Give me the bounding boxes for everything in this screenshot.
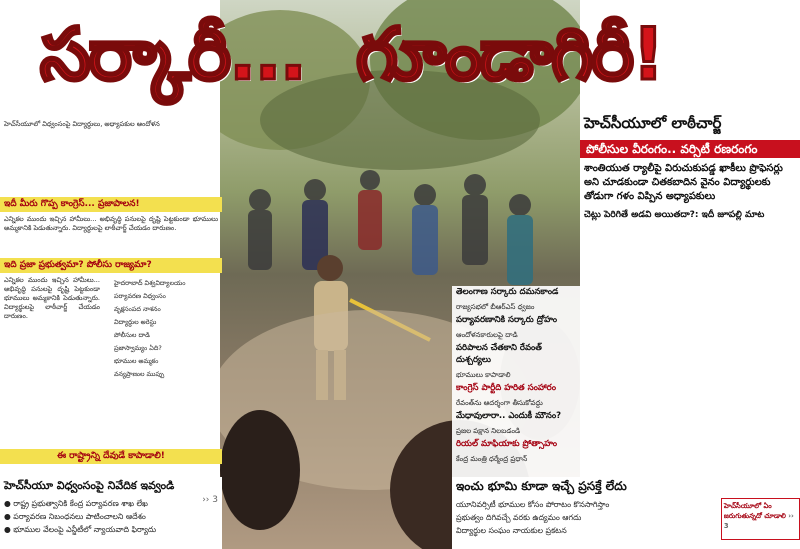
list-item: విద్యార్థుల అరెస్టు <box>114 318 157 326</box>
list-item: హైదరాబాద్ విశ్వవిద్యాలయం <box>114 279 186 287</box>
list-item: ప్రజాస్వామ్యం ఏది? <box>114 344 162 352</box>
headline-banner <box>0 0 800 112</box>
mid-text: ప్రజల పక్షాన నిలబడండి <box>456 427 521 435</box>
mid-title: మేధావులారా.. ఎందుకీ మౌనం? <box>456 411 562 421</box>
intro-text: హెచ్‌సీయూలో విధ్వంసంపై విద్యార్థులు, అధ్యాపకుల ఆందోళన <box>4 120 160 128</box>
bullet-item: విద్యార్థుల సంఘం నాయకుల ప్రకటన <box>456 526 567 535</box>
mid-text: రాజ్యసభలో బీఆర్‌ఎస్ ధ్వజం <box>456 303 535 311</box>
bullet-item: ● పర్యావరణ నిబంధనలు పాటించాలని ఆదేశం <box>4 512 146 521</box>
mid-title: కాంగ్రెస్ పార్టీది హరిత సంహారం <box>456 383 557 393</box>
banner-devude-kapadali: ఈ రాష్ట్రాన్ని దేవుడే కాపాడాలి! <box>0 449 222 464</box>
bottom-right-story <box>452 477 800 549</box>
mid-title: రియల్ మాఫియాకు ప్రోత్సాహం <box>456 439 558 449</box>
mid-title: పర్యావరణానికి సర్కారు ద్రోహం <box>456 315 558 325</box>
body-paragraph: ఎన్నికల ముందు ఇచ్చిన హామీలు... అభివృద్ధి పనులపై దృష్టి పెట్టకుండా భూములు అమ్మకానికి పెడుతున్నారు. విద్యార్థులపై లాఠీచార్జ్ చేయడం దారుణం. <box>4 215 218 232</box>
mid-text: రేవంత్‌ను ఆదర్శంగా తీసుకోవద్దు <box>456 399 543 407</box>
right-heading: హెచ్‌సీయూలో లాఠీచార్జ్ <box>584 114 722 132</box>
right-deck: శాంతియుత ర్యాలీపై విరుచుకుపడ్డ ఖాకీలు ప్రొఫెసర్లు అని చూడకుండా చితకబాదిన వైనం విద్యార్థులకు తోడుగా గళం విప్పిన అధ్యాపకులు <box>584 163 783 202</box>
headline-right: గూండాగిరీ! <box>356 12 663 96</box>
side-box: హెచ్‌సీయూలో ఏం జరుగుతున్నదో చూడాలి ›› 3 <box>721 498 800 540</box>
list-item: పోలీసుల దాడి <box>114 331 150 339</box>
banner-police-rajyam: ఇది ప్రజా ప్రభుత్వమా? పోలీసు రాజ్యమా? <box>0 258 222 273</box>
bottom-left-story <box>0 477 222 549</box>
bottom-left-title: హెచ్‌సీయూ విధ్వంసంపై నివేదిక ఇవ్వండి <box>4 479 175 492</box>
page-ref: ›› 3 <box>723 512 794 530</box>
list-item: భూముల అమ్మకం <box>114 357 159 365</box>
headline-left: సర్కారీ... <box>40 12 306 96</box>
right-deck-2: చెట్లు పెరిగితే అడవి అయితదా?: ఇదీ జూపల్లి మాట <box>584 210 765 220</box>
mid-text: భూములు కాపాడాలి <box>456 371 511 379</box>
mid-text: కేంద్ర మంత్రి ధర్మేంద్ర ప్రధాన్ <box>456 455 528 463</box>
sidebar-headlines <box>452 286 580 478</box>
bullet-item: ● భూముల వేలంపై ఎన్జీటీలో న్యాయవాది ఫిర్యాదు <box>4 525 157 534</box>
bullet-item: ● రాష్ట్ర ప్రభుత్వానికి కేంద్ర పర్యావరణ శాఖ లేఖ <box>4 499 148 508</box>
banner-prajapalana: ఇదీ మీరు గొప్ప కాంగ్రెస్... ప్రజాపాలన! <box>0 197 222 212</box>
list-item: వృక్షసంపద నాశనం <box>114 305 161 313</box>
list-area <box>0 276 222 446</box>
mid-text: ఆందోళనకారులపై దాడి <box>456 331 518 339</box>
mid-title: పరిపాలన చేతకాని రేవంత్ దుశ్చర్యలు <box>456 343 542 365</box>
body-paragraph-2: ఎన్నికల ముందు ఇచ్చిన హామీలు... అభివృద్ధి పనులపై దృష్టి పెట్టకుండా భూములు అమ్మకానికి పెడుతున్నారు. విద్యార్థులపై లాఠీచార్జ్ చేయడం దారుణం. <box>4 276 100 320</box>
list-item: పర్యావరణ విధ్వంసం <box>114 292 166 300</box>
mid-title: తెలంగాణ సర్కారు దమనకాండ <box>456 287 559 297</box>
right-subheading: పోలీసుల వీరంగం.. వర్సిటీ రణరంగం <box>580 140 800 158</box>
bottom-right-title: ఇంచు భూమి కూడా ఇచ్చే ప్రసక్తే లేదు <box>456 479 627 493</box>
page-ref: ›› 3 <box>202 495 218 505</box>
bullet-item: యూనివర్సిటీ భూముల కోసం పోరాటం కొనసాగిస్తాం <box>456 500 610 509</box>
list-item: వన్యప్రాణుల ముప్పు <box>114 370 165 378</box>
bullet-item: ప్రభుత్వం దిగివచ్చే వరకు ఉద్యమం ఆగదు <box>456 513 582 522</box>
